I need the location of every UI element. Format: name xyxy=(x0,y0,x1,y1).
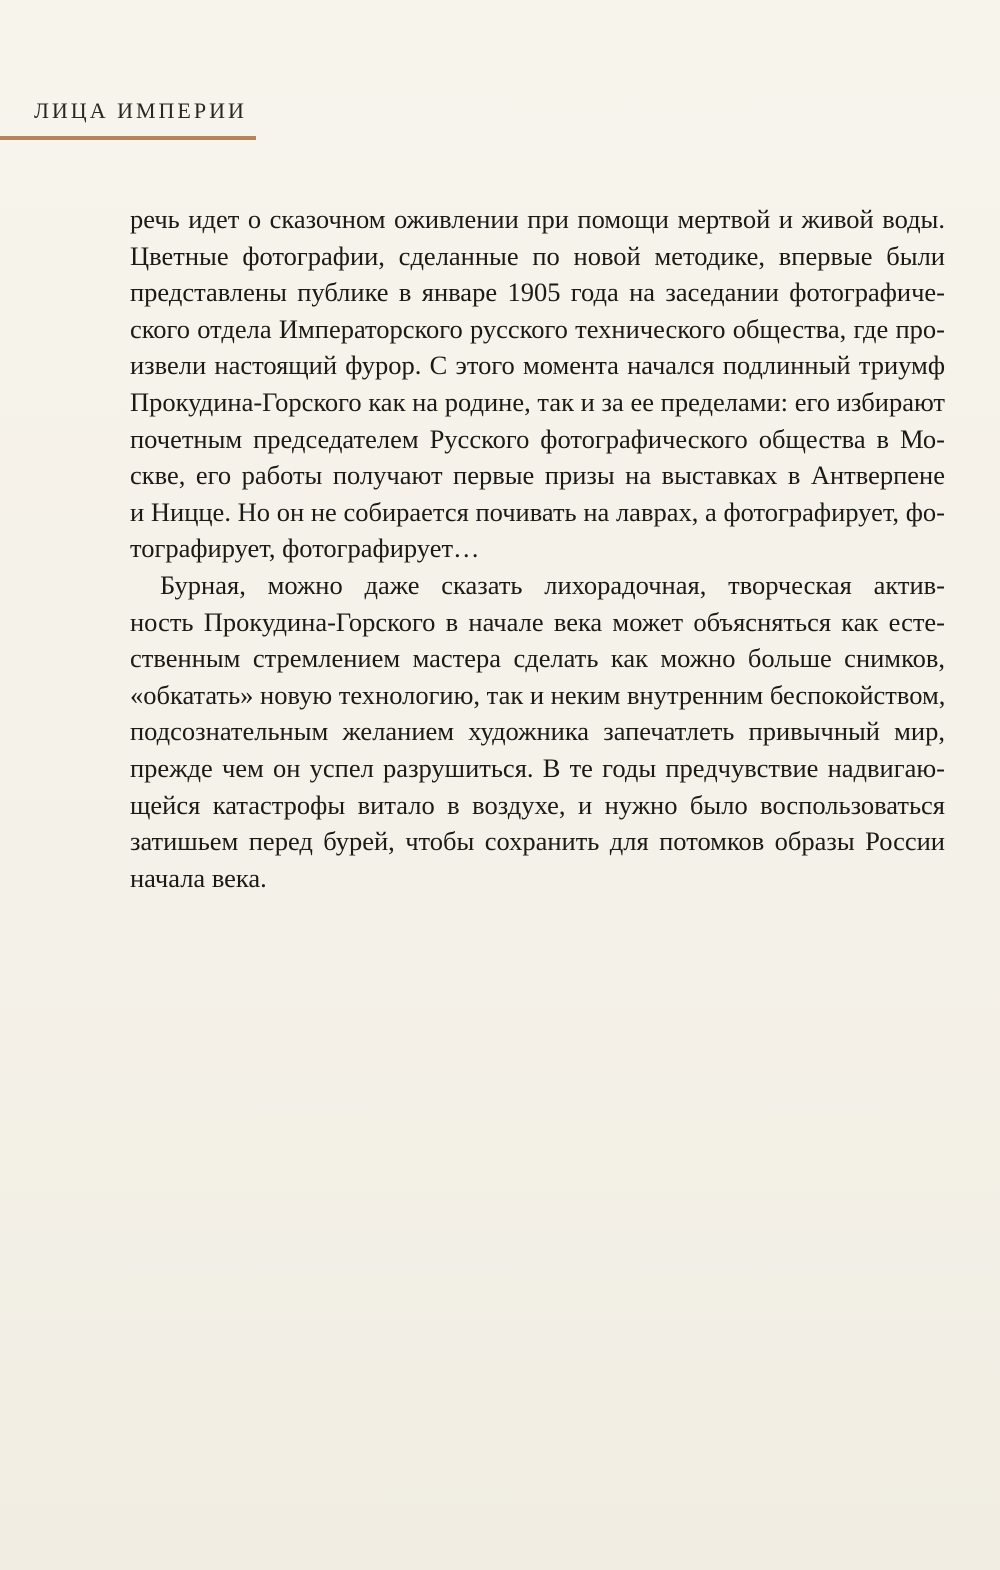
text-line: и Ницце. Но он не собирается почивать на лаврах, а фотографирует, фо- xyxy=(130,496,945,527)
text-line: Бурная, можно даже сказать лихорадочная, творческая актив- xyxy=(160,569,945,600)
text-line: Цветные фотографии, сделанные по новой методике, впервые были xyxy=(130,240,945,271)
paragraph-1 xyxy=(130,201,945,567)
text-line: ского отдела Императорского русского технического общества, где про- xyxy=(130,313,945,344)
text-line: щейся катастрофы витало в воздухе, и нужно было воспользоваться xyxy=(130,789,945,820)
text-line: тографирует, фотографирует… xyxy=(130,533,480,564)
text-line: прежде чем он успел разрушиться. В те годы предчувствие надвигаю- xyxy=(130,752,945,783)
text-line: извели настоящий фурор. С этого момента начался подлинный триумф xyxy=(130,350,945,381)
text-line: представлены публике в январе 1905 года на заседании фотографиче- xyxy=(130,277,945,308)
text-line: подсознательным желанием художника запечатлеть привычный мир, xyxy=(130,716,945,747)
text-line: ность Прокудина-Горского в начале века может объясняться как есте- xyxy=(130,606,945,637)
text-line: начала века. xyxy=(130,862,267,893)
header-rule xyxy=(0,136,256,140)
body-text xyxy=(130,201,945,896)
text-line: речь идет о сказочном оживлении при помощи мертвой и живой воды. xyxy=(130,204,945,234)
text-line: почетным председателем Русского фотографического общества в Мо- xyxy=(130,423,945,454)
paragraph-2 xyxy=(130,567,945,896)
running-header: ЛИЦА ИМПЕРИИ xyxy=(34,98,247,123)
text-line: ственным стремлением мастера сделать как можно больше снимков, xyxy=(130,643,945,674)
text-line: «обкатать» новую технологию, так и неким внутренним беспокойством, xyxy=(130,679,946,710)
text-line: затишьем перед бурей, чтобы сохранить для потомков образы России xyxy=(130,826,945,857)
text-line: скве, его работы получают первые призы на выставках в Антверпене xyxy=(130,460,945,491)
text-line: Прокудина-Горского как на родине, так и за ее пределами: его избирают xyxy=(130,386,945,417)
